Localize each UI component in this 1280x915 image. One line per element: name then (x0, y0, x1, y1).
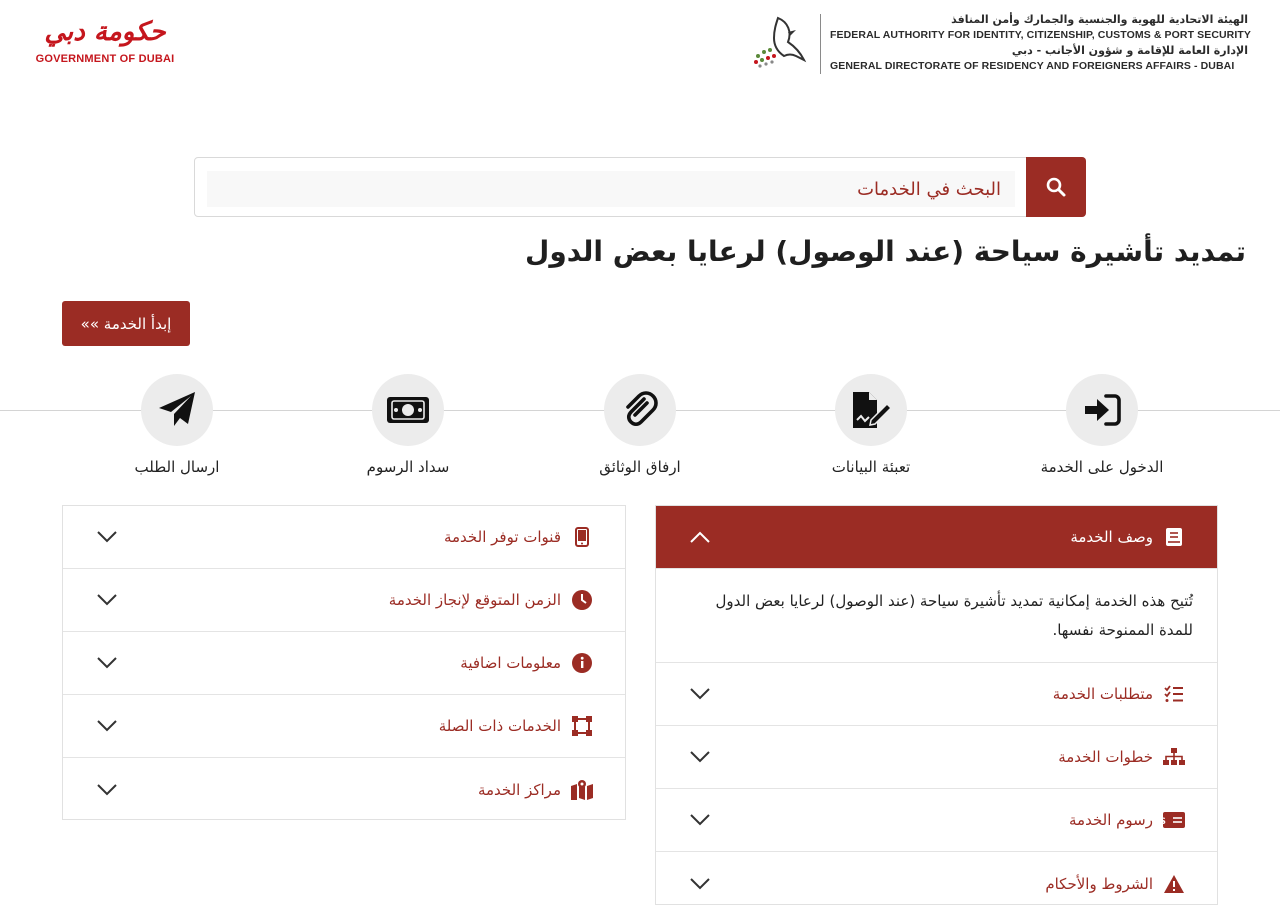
chevron-down-icon (689, 877, 711, 891)
chevron-down-icon (96, 530, 118, 544)
accordion-label: متطلبات الخدمة (1052, 685, 1153, 703)
fees-card-icon (1159, 812, 1185, 828)
chevron-down-icon (689, 750, 711, 764)
book-icon (1165, 527, 1183, 547)
step-pay-fees (318, 374, 498, 478)
step-circle (604, 374, 676, 446)
chevron-down-icon (96, 656, 118, 670)
gdrfa-line-3: الإدارة العامة للإقامة و شؤون الأجانب - دبي (1011, 44, 1248, 57)
falcon-emblem-icon (748, 12, 812, 72)
accordion-label: مراكز الخدمة (477, 780, 561, 799)
accordion-header-steps[interactable] (656, 726, 1217, 789)
step-label: ارفاق الوثائق (599, 458, 681, 476)
paperclip-icon (622, 391, 658, 429)
search-button[interactable] (1026, 157, 1086, 217)
gdrfa-logo[interactable] (748, 12, 1252, 78)
start-service-button[interactable]: إبدأ الخدمة »» (62, 301, 190, 346)
government-of-dubai-logo[interactable] (30, 12, 180, 78)
chevron-down-icon (96, 593, 118, 607)
checklist-icon (1164, 685, 1184, 703)
site-header (0, 0, 1280, 90)
gdrfa-line-4: GENERAL DIRECTORATE OF RESIDENCY AND FOREIGNERS AFFAIRS - DUBAI (830, 59, 1235, 72)
clock-icon (572, 590, 592, 610)
gov-logo-english: GOVERNMENT OF DUBAI (35, 53, 175, 65)
accordion-header-expected-time[interactable] (63, 569, 625, 632)
page-title: تمديد تأشيرة سياحة (عند الوصول) لرعايا بعض الدول (525, 235, 1246, 268)
chevron-down-icon (96, 719, 118, 733)
money-bill-icon (386, 395, 430, 425)
service-info-accordion (655, 505, 1218, 905)
step-label: سداد الرسوم (366, 458, 450, 476)
accordion-label: معلومات اضافية (460, 654, 561, 672)
accordion-header-service-centers[interactable] (63, 758, 625, 821)
accordion-header-fees[interactable] (656, 789, 1217, 852)
mobile-icon (575, 527, 589, 547)
accordion-header-description[interactable] (656, 506, 1217, 569)
accordion-label: خطوات الخدمة (1058, 748, 1153, 766)
paper-plane-icon (157, 390, 197, 430)
step-attach-documents (550, 374, 730, 478)
edit-document-icon (849, 390, 893, 430)
chevron-down-icon (96, 783, 118, 797)
step-login (1012, 374, 1192, 478)
step-circle (372, 374, 444, 446)
chevron-down-icon (689, 813, 711, 827)
accordion-header-channels[interactable] (63, 506, 625, 569)
map-marked-icon (571, 780, 593, 800)
search-icon (1046, 177, 1066, 197)
accordion-label: قنوات توفر الخدمة (443, 528, 561, 546)
sitemap-icon (1163, 748, 1185, 766)
step-submit-request (87, 374, 267, 478)
accordion-label: رسوم الخدمة (1069, 811, 1153, 829)
accordion-label: الزمن المتوقع لإنجاز الخدمة (388, 591, 561, 609)
service-extra-accordion (62, 505, 626, 820)
service-search-bar (194, 157, 1086, 217)
chevron-down-icon (689, 687, 711, 701)
search-input[interactable] (207, 171, 1015, 207)
accordion-header-additional-info[interactable] (63, 632, 625, 695)
step-label: تعبئة البيانات (831, 458, 911, 476)
sign-in-icon (1082, 393, 1122, 427)
gdrfa-line-2: FEDERAL AUTHORITY FOR IDENTITY, CITIZENSHIP, CUSTOMS & PORT SECURITY (830, 28, 1252, 41)
step-circle (835, 374, 907, 446)
info-icon (572, 653, 592, 673)
chevron-up-icon (689, 530, 711, 544)
step-label: الدخول على الخدمة (1040, 458, 1164, 476)
gov-logo-arabic: حكومة دبي (44, 17, 166, 47)
gdrfa-line-1: الهيئة الاتحادية للهوية والجنسية والجمارك وأمن المنافذ (951, 13, 1248, 26)
warning-icon (1164, 875, 1184, 893)
accordion-header-requirements[interactable] (656, 663, 1217, 726)
vector-square-icon (572, 716, 592, 736)
accordion-header-terms[interactable] (656, 852, 1217, 915)
step-label: ارسال الطلب (134, 458, 220, 476)
accordion-label: وصف الخدمة (1070, 528, 1153, 546)
accordion-header-related-services[interactable] (63, 695, 625, 758)
step-circle (1066, 374, 1138, 446)
accordion-label: الخدمات ذات الصلة (438, 717, 561, 735)
step-fill-data (781, 374, 961, 478)
logo-separator (820, 14, 821, 74)
accordion-label: الشروط والأحكام (1045, 874, 1153, 893)
step-circle (141, 374, 213, 446)
service-description-text: تُتيح هذه الخدمة إمكانية تمديد تأشيرة سياحة (عند الوصول) لرعايا بعض الدول للمدة الممنوحة نفسها. (656, 569, 1217, 663)
svg-text:$: $ (1159, 816, 1166, 827)
